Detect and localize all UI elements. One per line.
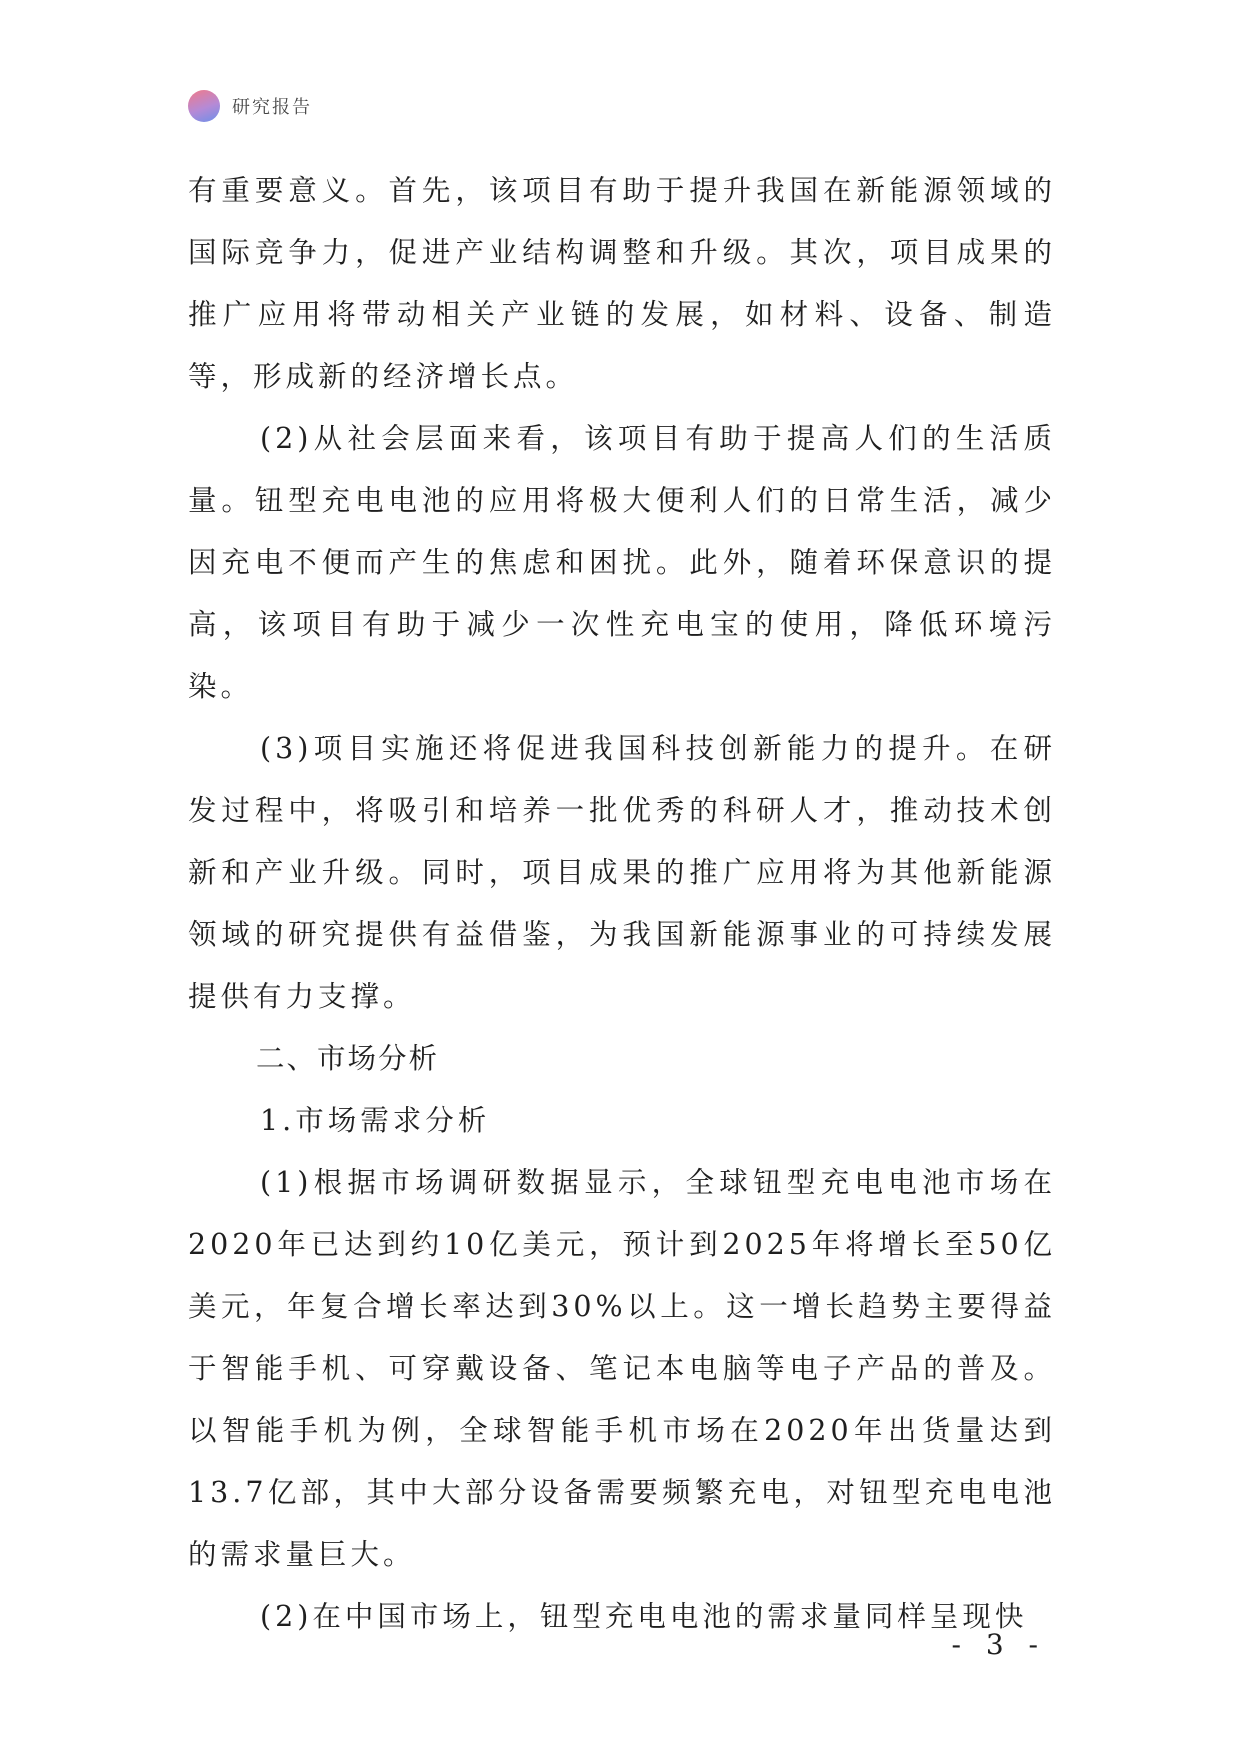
subsection-heading-demand: 1.市场需求分析 [260, 1104, 491, 1137]
report-logo-icon [188, 90, 220, 122]
section-heading-market-analysis: 二、市场分析 [256, 1042, 440, 1075]
paragraph-china-market: (2)在中国市场上，钮型充电电池的需求量同样呈现快 [260, 1600, 1028, 1633]
paragraph-global-market: (1)根据市场调研数据显示，全球钮型充电电池市场在2020年已达到约10亿美元，预计到2025年将增长至50亿美元，年复合增长率达到30%以上。这一增长趋势主要得益于智能手机、可穿戴设备、笔记本电脑等电子产品的普及。以智能手机为例，全球智能手机市场在2020年出货量达到13.7亿部，其中大部分设备需要频繁充电，对钮型充电电池的需求量巨大。 [188, 1166, 1056, 1571]
paragraph-continued: 有重要意义。首先，该项目有助于提升我国在新能源领域的国际竞争力，促进产业结构调整和升级。其次，项目成果的推广应用将带动相关产业链的发展，如材料、设备、制造等，形成新的经济增长点。 [188, 174, 1056, 393]
paragraph-social: (2)从社会层面来看，该项目有助于提高人们的生活质量。钮型充电电池的应用将极大便利人们的日常生活，减少因充电不便而产生的焦虑和困扰。此外，随着环保意识的提高，该项目有助于减少一次性充电宝的使用，降低环境污染。 [188, 422, 1056, 703]
page-header [188, 88, 312, 124]
paragraph-innovation: (3)项目实施还将促进我国科技创新能力的提升。在研发过程中，将吸引和培养一批优秀的科研人才，推动技术创新和产业升级。同时，项目成果的推广应用将为其他新能源领域的研究提供有益借鉴，为我国新能源事业的可持续发展提供有力支撑。 [188, 732, 1056, 1013]
page-number: - 3 - [951, 1628, 1046, 1661]
document-body [188, 160, 1056, 1648]
header-title: 研究报告 [232, 97, 312, 118]
